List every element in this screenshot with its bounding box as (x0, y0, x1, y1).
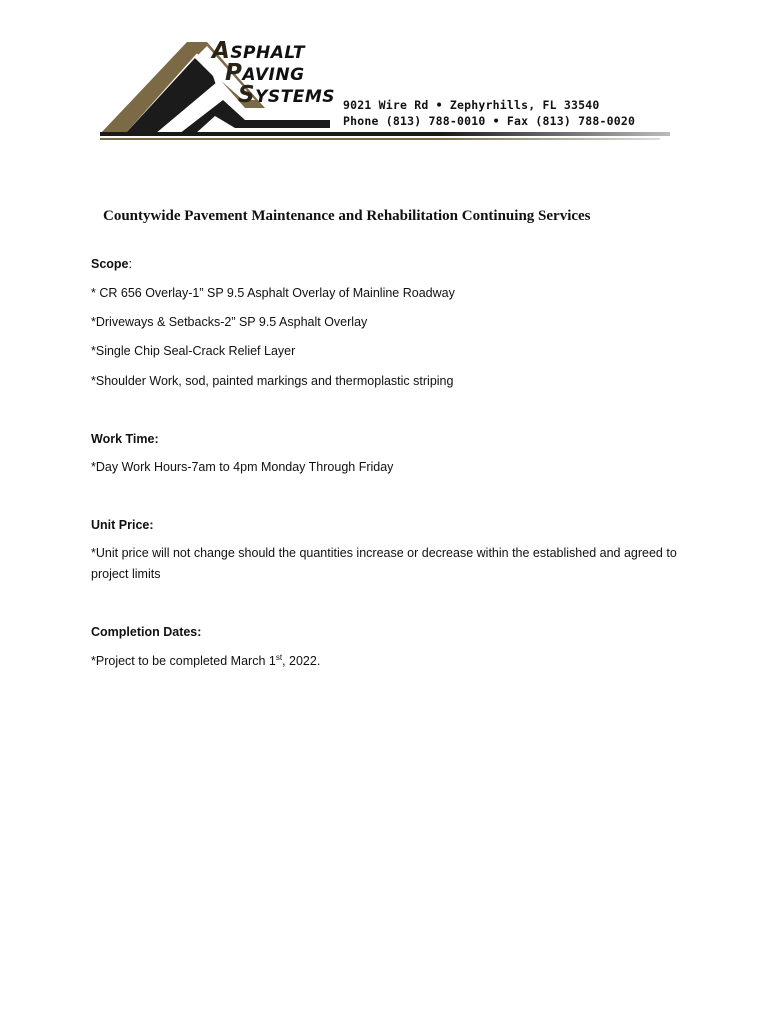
company-address: 9021 Wire Rd • Zephyrhills, FL 33540 (343, 98, 600, 112)
unit-price-text: *Unit price will not change should the quantities increase or decrease within the established and agreed to project limits (91, 546, 677, 581)
scope-item: *Driveways & Setbacks-2” SP 9.5 Asphalt Overlay (91, 315, 368, 329)
brand-name-asphalt: ASPHALT (212, 38, 306, 64)
scope-item: *Shoulder Work, sod, painted markings and thermoplastic striping (91, 374, 454, 388)
header-rule-gold (100, 138, 660, 140)
brand-name-systems: SYSTEMS (238, 82, 336, 108)
scope-heading: Scope: (91, 257, 132, 271)
scope-item: *Single Chip Seal-Crack Relief Layer (91, 344, 296, 358)
scope-item: * CR 656 Overlay-1” SP 9.5 Asphalt Overlay of Mainline Roadway (91, 286, 455, 300)
brand-name-paving: PAVING (225, 60, 305, 86)
completion-dates-heading: Completion Dates: (91, 625, 202, 639)
letterhead (0, 0, 770, 150)
company-phone-fax: Phone (813) 788-0010 • Fax (813) 788-0020 (343, 114, 636, 128)
unit-price-heading: Unit Price: (91, 518, 154, 532)
work-time-text: *Day Work Hours-7am to 4pm Monday Through Friday (91, 460, 394, 474)
completion-dates-text: *Project to be completed March 1st, 2022. (91, 652, 321, 668)
document-title: Countywide Pavement Maintenance and Rehabilitation Continuing Services (103, 208, 591, 224)
work-time-heading: Work Time: (91, 432, 159, 446)
header-rule-dark (100, 132, 670, 136)
